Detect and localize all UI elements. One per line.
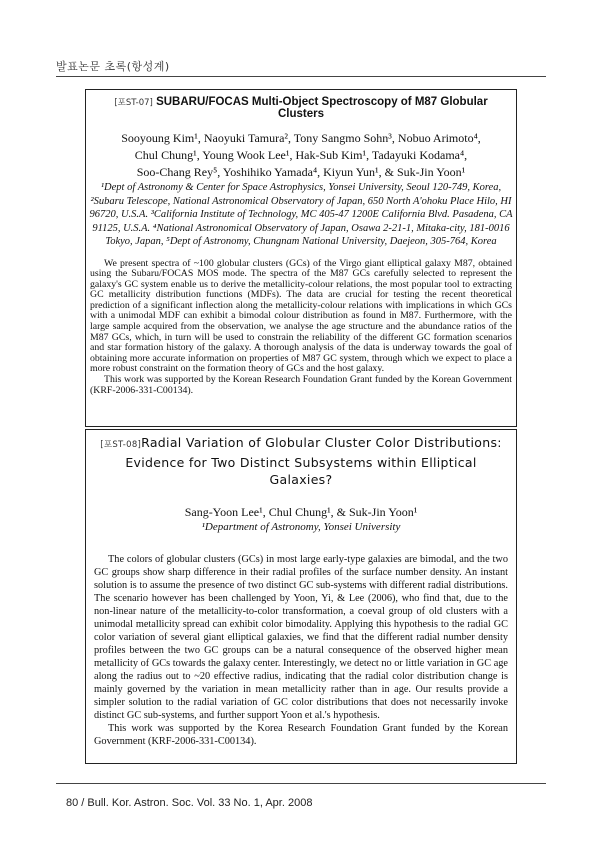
paper-code-2: [포ST-08] bbox=[100, 440, 142, 450]
abstract-box-1 bbox=[85, 89, 517, 427]
acknowledgement-2: This work was supported by the Korea Research Foundation Grant funded by the Korean Government (KRF-2006-331-C00134). bbox=[94, 722, 508, 747]
acknowledgement-1: This work was supported by the Korean Research Foundation Grant funded by the Korean Government (KRF-2006-331-C00134). bbox=[90, 374, 512, 396]
authors-line-2: Chul Chung¹, Young Wook Lee¹, Hak-Sub Kim¹, Tadayuki Kodama⁴, bbox=[134, 148, 468, 162]
page-footer: 80 / Bull. Kor. Astron. Soc. Vol. 33 No. 1, Apr. 2008 bbox=[66, 797, 313, 809]
abstract-text-2: The colors of globular clusters (GCs) in most large early-type galaxies are bimodal, and the two GC groups show sharp difference in their radial profiles of the surface number density. An instant solution is to assume the presence of two distinct GC sub-systems with different radial distributions. The scenario however has been challenged by Yoon, Yi, & Lee (2006), who find that, due to the non-linear nature of the metallicity-to-color transformation, a coeval group of old clusters with a unimodal metallicity spread can exhibit color bimodality. Applying this hypothesis to the radial GC color variation of several giant elliptical galaxies, we find that the different radial number density profiles between the two GC groups can be a natural consequence of the observed higher mean metallicity of GCs towards the galaxy center. Interestingly, we detect no or little variation in GC age along the radius out to ~20 effective radius, indicating that the radial color distribution change is mainly governed by the variation in mean metallicity rather than in age. Our results provide a simpler solution to the radial variation of GC color distributions that does not necessarily invoke distinct GC sub-systems, and further support Yoon et al.'s hypothesis. bbox=[94, 553, 508, 721]
authors-2: Sang-Yoon Lee¹, Chul Chung¹, & Suk-Jin Yoon¹ bbox=[184, 505, 418, 519]
paper-title-text-2: Radial Variation of Globular Cluster Color Distributions: Evidence for Two Distinct Subsystems within Elliptical Galaxies? bbox=[125, 435, 502, 487]
paper-code-1: [포ST-07] bbox=[114, 98, 153, 108]
footer-rule bbox=[56, 783, 546, 784]
abstract-text-1: We present spectra of ~100 globular clusters (GCs) of the Virgo giant elliptical galaxy M87, obtained using the Subaru/FOCAS MOS mode. The spectra of the M87 GCs carefully selected to represent the galaxy's GC system enable us to derive the metallicity-colour relations, the most popular tool to extracting GC metallicity distribution functions (MDFs). The data are crucial for testing the recent theoretical prediction of a significant inflection along the metallicity-colour relations with implications in which GCs with a unimodal MDF can exhibit a bimodal colour distribution as found in M87. Furthermore, with the large sample acquired from the observation, we analyse the age structure and the abundance ratios of the M87 GCs, which, in turn will be used to constrain the reliability of the different GC formation scenarios and star formation history of the galaxy. A thorough analysis of the data is underway towards the goal of obtaining more accurate information on properties of M87 GC system, through which we expect to place a more robust constraint on the formation theory of GCs and the host galaxy. bbox=[90, 257, 512, 375]
affiliations-1: ¹Dept of Astronomy & Center for Space Astrophysics, Yonsei University, Seoul 120-749, Korea, ²Subaru Telescope, National Astronomical Observatory of Japan, 650 North A'ohoku Place Hilo, HI 96720, U.S.A. ³California Institute of Technology, MC 405-47 1200E California Blvd. Pasadena, CA 91125, U.S.A. ⁴National Astronomical Observatory of Japan, Osawa 2-21-1, Mitaka-city, 181-0016 Tokyo, Japan, ⁵Dept of Astronomy, Chungnam National University, Daejeon, 305-764, Korea bbox=[89, 182, 513, 247]
authors-line-1: Sooyoung Kim¹, Naoyuki Tamura², Tony Sangmo Sohn³, Nobuo Arimoto⁴, bbox=[121, 131, 481, 145]
paper-title-1 bbox=[90, 96, 512, 120]
paper-title-2 bbox=[92, 434, 510, 488]
affiliations-2: ¹Department of Astronomy, Yonsei University bbox=[201, 521, 401, 533]
header-rule bbox=[56, 76, 546, 77]
paper-title-text-1: SUBARU/FOCAS Multi-Object Spectroscopy of M87 Globular Clusters bbox=[156, 96, 488, 120]
section-header: 발표논문 초록(항성계) bbox=[56, 60, 170, 73]
abstract-box-2 bbox=[85, 429, 517, 764]
authors-line-3: Soo-Chang Rey⁵, Yoshihiko Yamada⁴, Kiyun Yun¹, & Suk-Jin Yoon¹ bbox=[136, 165, 466, 179]
